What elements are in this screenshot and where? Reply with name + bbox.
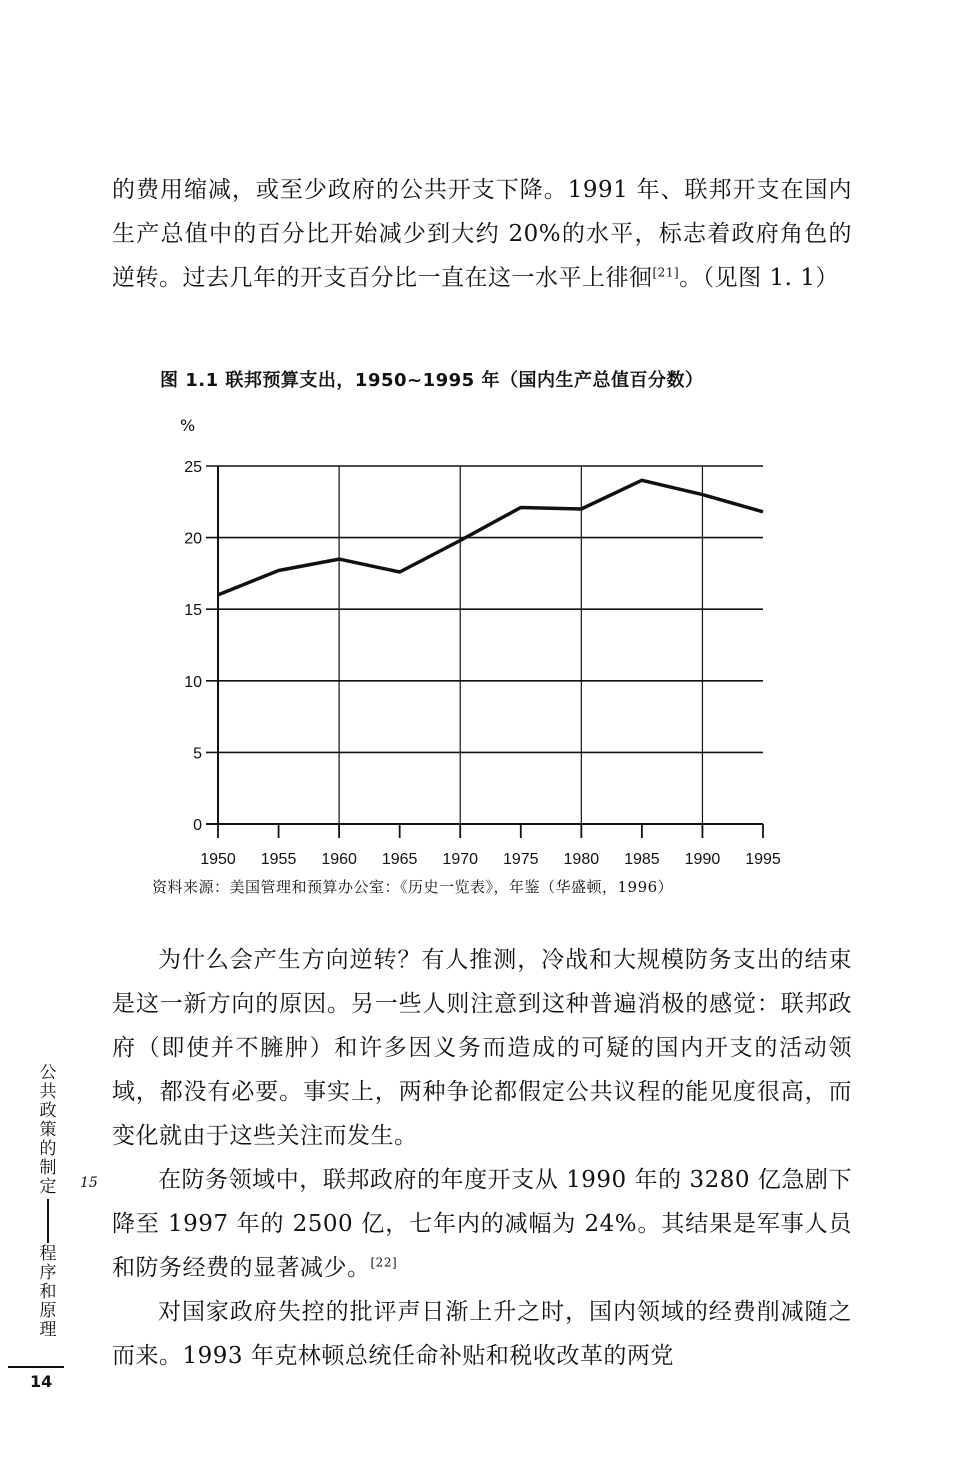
paragraph-2: 为什么会产生方向逆转？有人推测，冷战和大规模防务支出的结束是这一新方向的原因。另一些人则注意到这种普遍消极的感觉：联邦政府（即使并不臃肿）和许多因义务而造成的可疑的国内开支的活动领域，都没有必要。事实上，两种争论都假定公共议程的能见度很高，而变化就由于这些关注而发生。 bbox=[112, 947, 852, 1149]
running-head-char: 定 bbox=[39, 1177, 57, 1197]
x-tick-label: 1995 bbox=[745, 851, 781, 868]
running-head-char: 政 bbox=[39, 1101, 57, 1121]
running-head-char: 策 bbox=[39, 1120, 57, 1140]
x-tick-label: 1960 bbox=[321, 851, 357, 868]
running-head-char: 序 bbox=[39, 1263, 57, 1283]
x-tick-label: 1980 bbox=[563, 851, 600, 868]
paragraph-3: 在防务领域中，联邦政府的年度开支从 1990 年的 3280 亿急剧下降至 1997 年的 2500 亿，七年内的减幅为 24%。其结果是军事人员和防务经费的显著减少。[22] bbox=[112, 1167, 852, 1281]
x-tick-label: 1970 bbox=[442, 851, 479, 868]
y-axis-unit: % bbox=[180, 416, 196, 435]
x-tick-label: 1965 bbox=[381, 851, 418, 868]
running-head bbox=[36, 1064, 60, 1340]
citation-21: [21] bbox=[652, 265, 680, 280]
line-chart bbox=[160, 440, 790, 870]
running-head-char: 原 bbox=[39, 1301, 57, 1321]
y-tick-label: 10 bbox=[184, 673, 202, 691]
running-head-char: 制 bbox=[39, 1158, 57, 1178]
y-tick-label: 25 bbox=[184, 459, 202, 476]
margin-line-number: 15 bbox=[80, 1175, 98, 1191]
running-head-char: 公 bbox=[39, 1063, 57, 1083]
y-tick-label: 5 bbox=[193, 745, 202, 763]
x-tick-label: 1955 bbox=[260, 851, 297, 868]
running-head-char: 理 bbox=[39, 1320, 57, 1340]
x-tick-label: 1985 bbox=[624, 851, 660, 868]
page-number: 14 bbox=[30, 1372, 53, 1391]
y-tick-label: 15 bbox=[184, 602, 202, 620]
running-head-char: 的 bbox=[39, 1139, 57, 1159]
y-tick-label: 0 bbox=[193, 817, 202, 834]
running-head-char: 和 bbox=[39, 1282, 57, 1302]
running-head-char: 程 bbox=[39, 1244, 57, 1264]
x-tick-label: 1950 bbox=[200, 851, 236, 868]
citation-22: [22] bbox=[370, 1255, 398, 1270]
x-tick-label: 1990 bbox=[684, 851, 721, 868]
running-head-char: 共 bbox=[39, 1082, 57, 1102]
running-head-dash bbox=[47, 1199, 49, 1243]
y-tick-label: 20 bbox=[184, 530, 202, 548]
page-number-rule bbox=[8, 1366, 64, 1368]
figure-source: 资料来源：美国管理和预算办公室：《历史一览表》，年鉴（华盛顿，1996） bbox=[152, 878, 674, 896]
paragraph-4: 对国家政府失控的批评声日渐上升之时，国内领域的经费削减随之而来。1993 年克林顿总统任命补贴和税收改革的两党 bbox=[112, 1299, 852, 1369]
x-tick-label: 1975 bbox=[502, 851, 539, 868]
figure-title: 图 1.1 联邦预算支出，1950~1995 年（国内生产总值百分数） bbox=[160, 370, 704, 391]
paragraph-1: 的费用缩减，或至少政府的公共开支下降。1991 年、联邦开支在国内生产总值中的百分比开始减少到大约 20%的水平，标志着政府角色的逆转。过去几年的开支百分比一直在这一水平上徘徊[21]。（见图 1. 1） bbox=[112, 177, 852, 291]
